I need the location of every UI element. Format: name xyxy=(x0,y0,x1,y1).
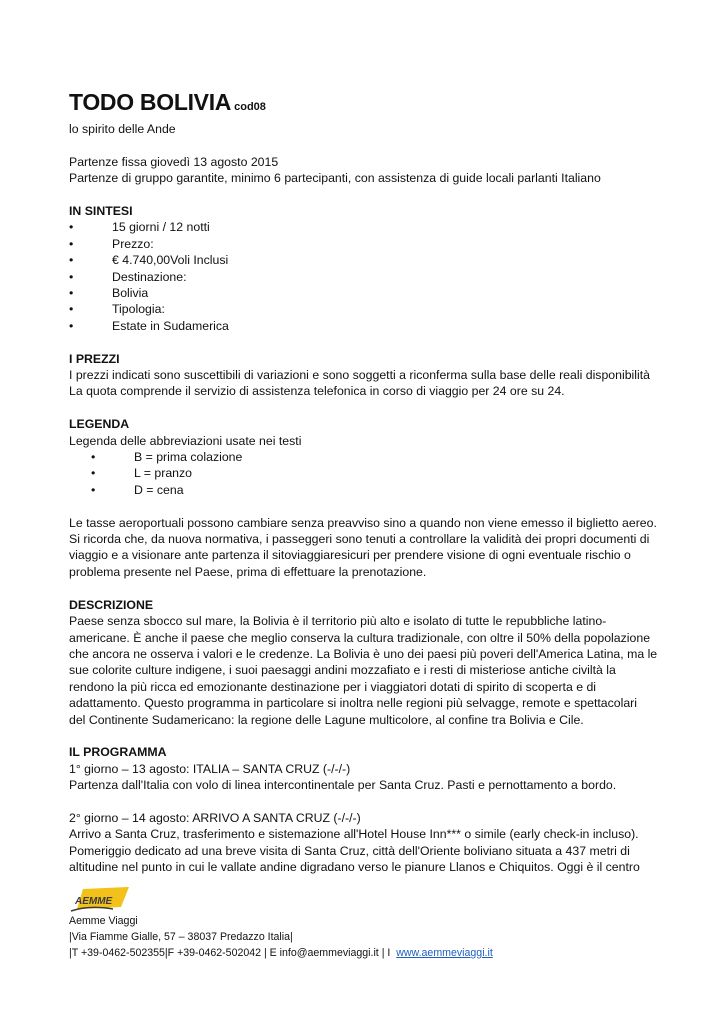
company-contacts xyxy=(69,945,493,961)
day1-text: Partenza dall'Italia con volo di linea intercontinentale per Santa Cruz. Pasti e pernottamento a bordo. xyxy=(69,778,617,793)
sintesi-heading: IN SINTESI xyxy=(69,204,133,218)
day2-text: Pomeriggio dedicato ad una breve visita di Santa Cruz, città dell'Oriente boliviano situata a 437 metri di xyxy=(69,843,630,858)
list-item: • Prezzo: xyxy=(69,236,154,251)
document-body xyxy=(69,88,669,876)
day2-text: Arrivo a Santa Cruz, trasferimento e sistemazione all'Hotel House Inn*** o simile (early check-in incluso). xyxy=(69,827,639,842)
notice-line: Si ricorda che, da nuova normativa, i passeggeri sono tenuti a controllare la validità dei propri documenti di xyxy=(69,532,650,547)
list-item: • Tipologia: xyxy=(69,302,165,317)
document-title xyxy=(69,88,669,121)
logo-text: AEMME xyxy=(75,896,113,907)
descrizione-line: adattamento. Questo programma in particolare si inoltra nelle regioni più selvagge, remote e spettacolari xyxy=(69,696,638,711)
programma-heading: IL PROGRAMMA xyxy=(69,745,167,760)
day2-text: altitudine nel punto in cui le vallate andine digradano verso le pianure Llanos e Chiquitos. Oggi è il centro xyxy=(69,860,640,875)
title-text: TODO BOLIVIA xyxy=(69,89,232,115)
aemme-logo xyxy=(69,885,131,913)
bullet-icon: • xyxy=(69,302,74,317)
company-name: Aemme Viaggi xyxy=(69,915,138,927)
bullet-icon: • xyxy=(69,253,74,268)
list-item: • B = prima colazione xyxy=(91,450,243,465)
notice-line: Le tasse aeroportuali possono cambiare senza preavviso sino a quando non viene emesso il biglietto aereo. xyxy=(69,515,657,530)
bullet-icon: • xyxy=(69,318,74,333)
descrizione-line: rendono la più ricca ed emozionante destinazione per i viaggiatori dotati di spirito di scoperta e di xyxy=(69,679,597,694)
list-item: • Destinazione: xyxy=(69,269,187,284)
page-footer xyxy=(69,885,493,961)
departure-date: Partenze fissa giovedì 13 agosto 2015 xyxy=(69,154,279,169)
descrizione-line: del Continente Sudamericano: la regione delle Lagune multicolore, al confine tra Bolivia e Cile. xyxy=(69,712,584,727)
bullet-icon: • xyxy=(69,286,74,301)
bullet-icon: • xyxy=(69,236,74,251)
list-item: • Estate in Sudamerica xyxy=(69,318,229,333)
day1-title: 1° giorno – 13 agosto: ITALIA – SANTA CRUZ (-/-/-) xyxy=(69,761,351,776)
tour-code: cod08 xyxy=(234,101,266,113)
list-item: • € 4.740,00Voli Inclusi xyxy=(69,253,229,268)
descrizione-heading: DESCRIZIONE xyxy=(69,597,154,612)
notice-paragraph xyxy=(69,515,669,581)
legenda-intro: Legenda delle abbreviazioni usate nei testi xyxy=(69,433,302,448)
list-item: • Bolivia xyxy=(69,286,149,301)
bullet-icon: • xyxy=(91,450,96,465)
list-item: • 15 giorni / 12 notti xyxy=(69,220,210,235)
bullet-icon: • xyxy=(91,482,96,497)
descrizione-line: Paese senza sbocco sul mare, la Bolivia è il territorio più alto e isolato di tutte le repubbliche latino- xyxy=(69,614,607,629)
notice-line: problema presente nel Paese, prima di effettuare la prenotazione. xyxy=(69,564,427,579)
contacts-text: |T +39-0462-502355|F +39-0462-502042 | E info@aemmeviaggi.it | I xyxy=(69,947,391,959)
legenda-list xyxy=(69,449,669,498)
prezzi-heading: I PREZZI xyxy=(69,351,120,366)
descrizione-paragraph xyxy=(69,613,669,728)
company-address: |Via Fiamme Gialle, 57 – 38037 Predazzo Italia| xyxy=(69,931,293,943)
bullet-icon: • xyxy=(69,220,74,235)
descrizione-line: sue colorite culture indigene, i suoi paesaggi andini mozzafiato e i resti di misteriose antiche civiltà la xyxy=(69,663,616,678)
subtitle: lo spirito delle Ande xyxy=(69,122,176,136)
aemme-logo-icon xyxy=(69,885,131,913)
departure-info: Partenze di gruppo garantite, minimo 6 partecipanti, con assistenza di guide locali parlanti Italiano xyxy=(69,171,601,186)
prezzi-text-1: I prezzi indicati sono suscettibili di variazioni e sono soggetti a riconferma sulla base delle reali disponibilità xyxy=(69,368,650,383)
list-item: • L = pranzo xyxy=(91,466,192,481)
list-item: • D = cena xyxy=(91,482,184,497)
descrizione-line: che ancora ne osserva i valori e le credenze. La Bolivia è uno dei paesi più poveri dell'America Latina, ma le xyxy=(69,646,658,661)
notice-line: viaggio e a visionare ante partenza il sitoviaggiaresicuri per prendere visione di ogni eventuale rischio o xyxy=(69,548,631,563)
legenda-heading: LEGENDA xyxy=(69,417,130,432)
prezzi-text-2: La quota comprende il servizio di assistenza telefonica in corso di viaggio per 24 ore su 24. xyxy=(69,384,565,399)
descrizione-line: americane. È anche il paese che meglio conserva la cultura tradizionale, con oltre il 50% della popolazione xyxy=(69,630,651,645)
bullet-icon: • xyxy=(69,269,74,284)
website-link[interactable]: www.aemmeviaggi.it xyxy=(396,947,493,959)
bullet-icon: • xyxy=(91,466,96,481)
day2-title: 2° giorno – 14 agosto: ARRIVO A SANTA CRUZ (-/-/-) xyxy=(69,810,361,825)
sintesi-list xyxy=(69,219,669,334)
